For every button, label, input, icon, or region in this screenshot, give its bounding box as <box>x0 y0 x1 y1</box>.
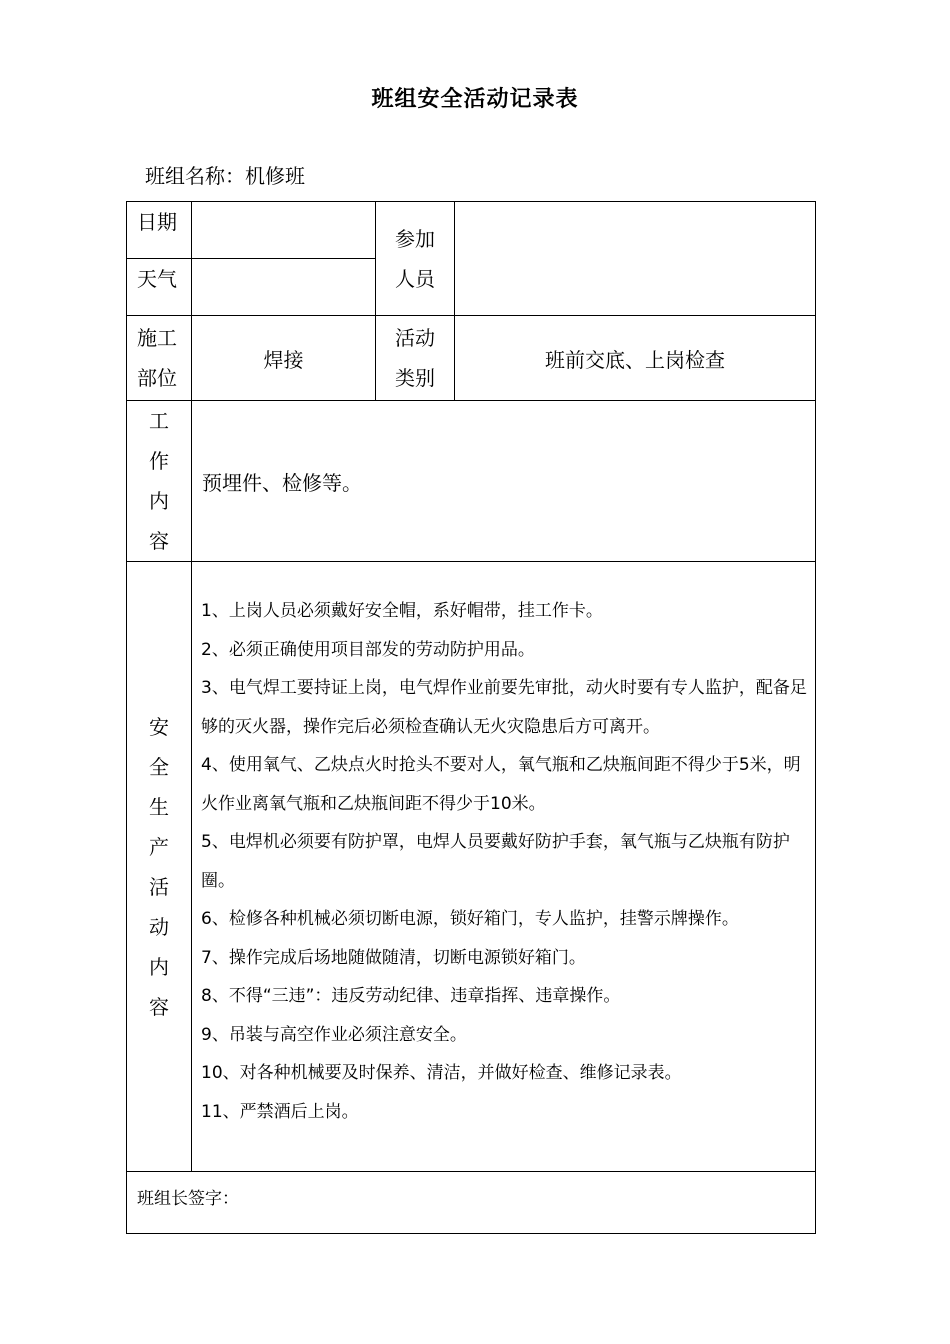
safety-rule-item: 11、严禁酒后上岗。 <box>201 1101 359 1122</box>
participants-label-line2: 人员 <box>395 266 435 291</box>
safety-rule-item: 9、吊装与高空作业必须注意安全。 <box>201 1024 467 1045</box>
safety-rule-item: 1、上岗人员必须戴好安全帽，系好帽带，挂工作卡。 <box>201 601 603 621</box>
activity-type-value: 班前交底、上岗检查 <box>455 316 816 401</box>
safety-content-char: 产 <box>149 834 169 859</box>
safety-content-char: 安 <box>149 714 169 739</box>
safety-content-char: 生 <box>149 794 169 819</box>
work-content-char: 作 <box>149 449 169 473</box>
work-content-char: 容 <box>149 529 169 553</box>
safety-content-char: 全 <box>149 754 169 779</box>
team-name: 班组名称：机修班 <box>145 164 305 188</box>
safety-rule-item: 8、不得“三违”：违反劳动纪律、违章指挥、违章操作。 <box>201 986 621 1006</box>
site-label <box>127 316 192 401</box>
safety-rule-item: 5、电焊机必须要有防护罩，电焊人员要戴好防护手套，氧气瓶与乙炔瓶有防护圈。 <box>201 832 790 891</box>
safety-content-char: 活 <box>149 874 169 899</box>
work-content-label <box>127 401 192 562</box>
site-label-line2: 部位 <box>137 366 177 390</box>
safety-content-label <box>127 562 192 1172</box>
participants-label-line1: 参加 <box>395 226 435 251</box>
participants-label <box>376 202 455 316</box>
safety-rule-item: 3、电气焊工要持证上岗，电气焊作业前要先审批，动火时要有专人监护，配备足够的灭火器，操作完后必须检查确认无火灾隐患后方可离开。 <box>201 678 807 737</box>
date-label: 日期 <box>127 202 192 259</box>
activity-type-label-line2: 类别 <box>395 366 435 390</box>
leader-signature-label: 班组长签字： <box>137 1189 239 1209</box>
activity-type-label-line1: 活动 <box>395 326 435 350</box>
work-content-char: 内 <box>149 489 169 513</box>
safety-rule-item: 2、必须正确使用项目部发的劳动防护用品。 <box>201 639 535 660</box>
leader-signature-field[interactable] <box>127 1172 816 1234</box>
safety-rule-item: 7、操作完成后场地随做随清，切断电源锁好箱门。 <box>201 947 586 968</box>
safety-content-char: 内 <box>149 954 169 979</box>
safety-rule-item: 10、对各种机械要及时保养、清洁，并做好检查、维修记录表。 <box>201 1063 682 1083</box>
site-value: 焊接 <box>192 316 376 401</box>
date-field[interactable] <box>192 202 376 259</box>
weather-label: 天气 <box>127 259 192 316</box>
site-label-line1: 施工 <box>137 326 177 350</box>
work-content-value: 预埋件、检修等。 <box>192 401 816 562</box>
activity-record-table <box>126 201 816 1234</box>
safety-rule-item: 6、检修各种机械必须切断电源，锁好箱门，专人监护，挂警示牌操作。 <box>201 909 739 929</box>
safety-rules-list <box>192 562 816 1172</box>
safety-content-char: 容 <box>149 994 169 1019</box>
page-title: 班组安全活动记录表 <box>371 87 579 112</box>
weather-field[interactable] <box>192 259 376 316</box>
work-content-char: 工 <box>149 409 169 433</box>
activity-type-label <box>376 316 455 401</box>
safety-rule-item: 4、使用氧气、乙炔点火时抢头不要对人，氧气瓶和乙炔瓶间距不得少于5米，明火作业离氧气瓶和乙炔瓶间距不得少于10米。 <box>201 755 801 814</box>
participants-field[interactable] <box>455 202 816 316</box>
safety-content-char: 动 <box>149 914 169 939</box>
